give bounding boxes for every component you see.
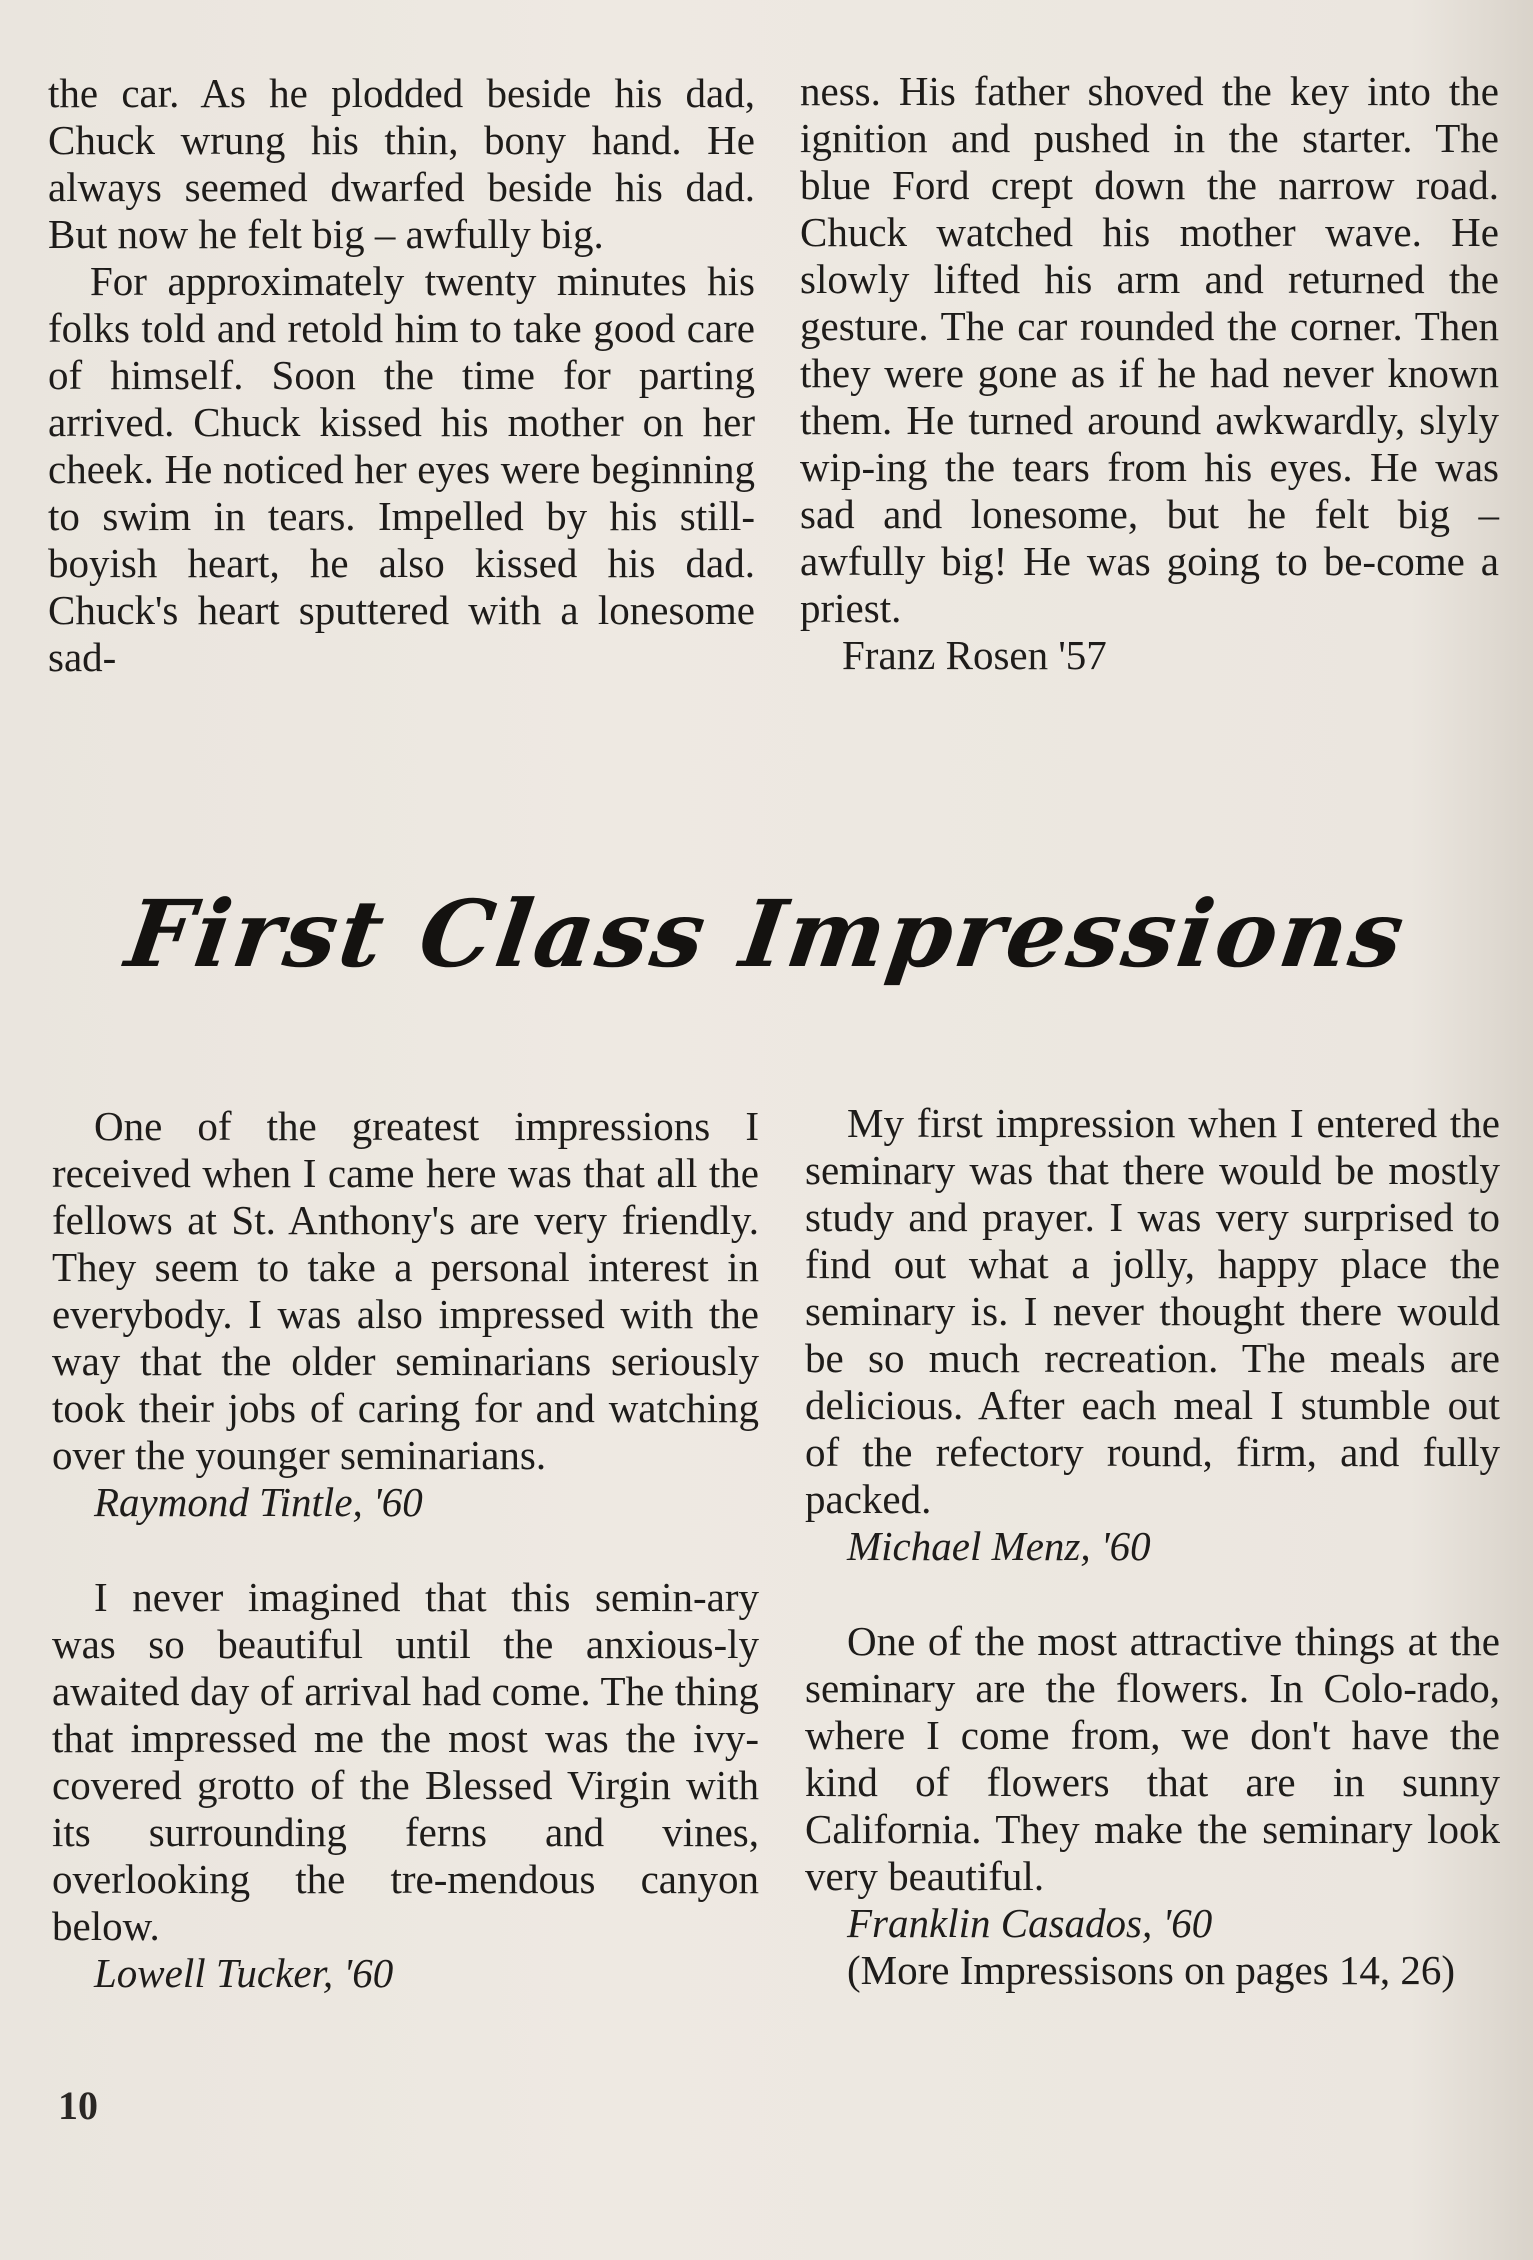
impression-paragraph: I never imagined that this semin-ary was so beautiful until the anxious-ly awaited day of arrival had come. The thing that impressed me the most was the ivy-covered grotto of the Blessed Virgin with its surrounding ferns and vines, overlooking the tre-mendous canyon below. <box>52 1574 759 1949</box>
page-number: 10 <box>58 2083 98 2128</box>
impression-author: Franklin Casados, '60 <box>847 1900 1213 1946</box>
impressions-right-column <box>805 1100 1500 1994</box>
story-left-column <box>48 70 755 681</box>
impression-paragraph: One of the most attractive things at the seminary are the flowers. In Colo-rado, where I come from, we don't have the kind of flowers that are in sunny California. They make the seminary look very beautiful. <box>805 1618 1500 1899</box>
story-paragraph: ness. His father shoved the key into the ignition and pushed in the starter. The blue Ford crept down the narrow road. Chuck watched his mother wave. He slowly lifted his arm and returned the gesture. The car rounded the corner. Then they were gone as if he had never known them. He turned around awkwardly, slyly wip-ing the tears from his eyes. He was sad and lonesome, but he felt big – awfully big! He was going to be-come a priest. <box>800 68 1499 631</box>
impression-author: Lowell Tucker, '60 <box>94 1950 394 1996</box>
continuation-note: (More Impressisons on pages 14, 26) <box>847 1947 1456 1993</box>
impression-paragraph: My first impression when I entered the seminary was that there would be mostly study and prayer. I was very surprised to find out what a jolly, happy place the seminary is. I never thought there would be so much recreation. The meals are delicious. After each meal I stumble out of the refectory round, firm, and fully packed. <box>805 1100 1500 1522</box>
story-paragraph: the car. As he plodded beside his dad, Chuck wrung his thin, bony hand. He always seemed dwarfed beside his dad. But now he felt big – awfully big. <box>48 70 755 257</box>
story-right-column <box>800 68 1499 679</box>
impressions-left-column <box>52 1103 759 1997</box>
story-paragraph: For approximately twenty minutes his folks told and retold him to take good care of himself. Soon the time for parting arrived. Chuck kissed his mother on her cheek. He noticed her eyes were beginning to swim in tears. Impelled by his still-boyish heart, he also kissed his dad. Chuck's heart sputtered with a lonesome sad- <box>48 258 755 680</box>
impression-author: Michael Menz, '60 <box>847 1523 1151 1569</box>
story-author: Franz Rosen '57 <box>842 632 1107 678</box>
impression-author: Raymond Tintle, '60 <box>94 1479 423 1525</box>
impression-paragraph: One of the greatest impressions I received when I came here was that all the fellows at St. Anthony's are very friendly. They seem to take a personal interest in everybody. I was also impressed with the way that the older seminarians seriously took their jobs of caring for and watching over the younger seminarians. <box>52 1103 759 1478</box>
section-heading: First Class Impressions <box>120 880 1413 988</box>
